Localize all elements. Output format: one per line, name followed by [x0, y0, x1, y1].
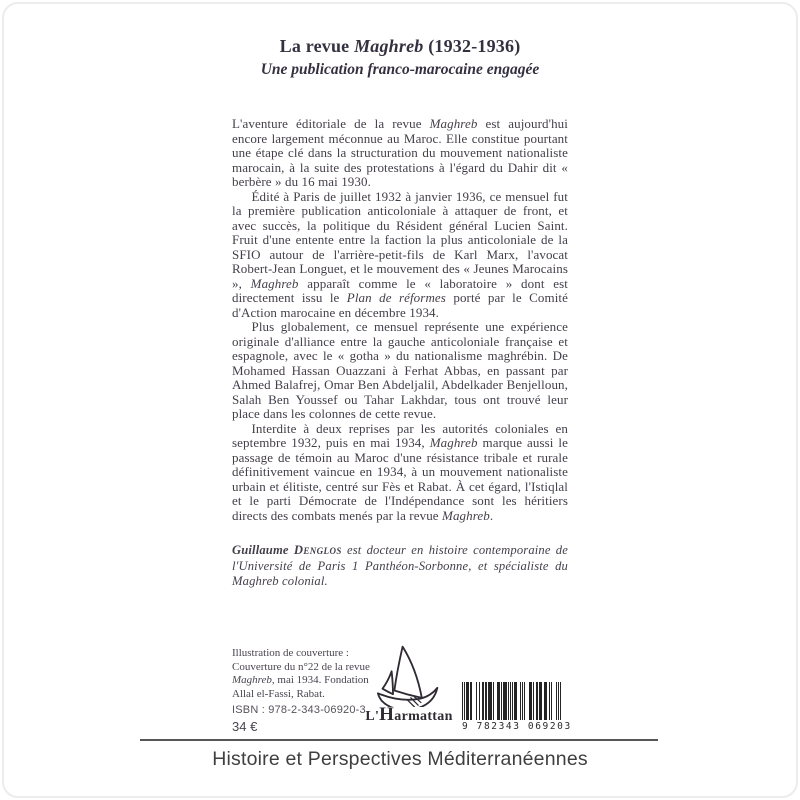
back-cover-text	[232, 117, 568, 523]
publisher-logo	[363, 643, 455, 726]
sailboat-icon	[363, 643, 455, 707]
publisher-wordmark: L'Harmattan	[365, 704, 453, 725]
author-bio: Guillaume Denglos est docteur en histoire contemporaine de l'Université de Paris 1 Panthéon-Sorbonne, et spécialiste du Maghreb colonial.	[232, 543, 568, 588]
credit-line: Couverture du n°22 de la revue	[232, 660, 370, 673]
barcode-bars	[462, 682, 562, 720]
book-back-cover	[142, 0, 658, 800]
title-block	[142, 36, 658, 79]
credit-line: Maghreb, mai 1934. Fondation	[232, 674, 369, 686]
book-title: La revue Maghreb (1932-1936)	[279, 36, 521, 56]
isbn-label: ISBN : 978-2-343-06920-3	[232, 704, 366, 716]
body-paragraph: Édité à Paris de juillet 1932 à janvier 1936, ce mensuel fut la première publication anticoloniale à attaquer de front, et avec succès, la politique du Résident général Lucien Saint. Fruit d'une entente entre la faction la plus anticoloniale de la SFIO autour de l'arrière-petit-fils de Karl Marx, l'avocat Robert-Jean Longuet, et le mouvement des « Jeunes Marocains », Maghreb apparaît comme le « laboratoire » dont est directement issu le Plan de réformes porté par le Comité d'Action marocaine en décembre 1934.	[232, 188, 569, 320]
series-title: Histoire et Perspectives Méditerranéennes	[212, 748, 588, 770]
credit-line: Illustration de couverture :	[232, 647, 349, 659]
body-paragraph: Interdite à deux reprises par les autorités coloniales en septembre 1932, puis en mai 1934, Maghreb marque aussi le passage de témoin au Maroc d'une résistance tribale et rurale définitivement vaincue en 1934, à un mouvement nationaliste urbain et élitiste, centré sur Fès et Rabat. À cet égard, l'Istiqlal et le parti Démocrate de l'Indépendance sont les héritiers directs des combats menés par la revue Maghreb.	[232, 420, 568, 523]
body-paragraph: L'aventure éditoriale de la revue Maghreb est aujourd'hui encore largement méconnue au Maroc. Elle constitue pourtant une étape clé dans la structuration du mouvement nationaliste marocain, à la suite des protestations à l'égard du Dahir dit « berbère » du 16 mai 1930.	[232, 116, 568, 189]
body-paragraph: Plus globalement, ce mensuel représente une expérience originale d'alliance entre la gauche anticoloniale française et espagnole, avec le « gotha » du nationalisme maghrébin. De Mohamed Hassan Ouazzani à Ferhat Abbas, en passant par Ahmed Balafrej, Omar Ben Abdeljalil, Abdelkader Benjelloun, Salah Ben Youssef ou Tahar Lakhdar, tous ont trouvé leur place dans les colonnes de cette revue.	[232, 319, 568, 421]
price-label: 34 €	[232, 719, 258, 734]
credit-line: Allal el-Fassi, Rabat.	[232, 687, 325, 700]
imprint-area	[142, 645, 658, 740]
barcode	[462, 682, 572, 732]
barcode-digits: 9 782343 069203	[462, 721, 572, 732]
book-subtitle: Une publication franco-marocaine engagée	[260, 61, 540, 78]
series-divider	[140, 739, 658, 741]
